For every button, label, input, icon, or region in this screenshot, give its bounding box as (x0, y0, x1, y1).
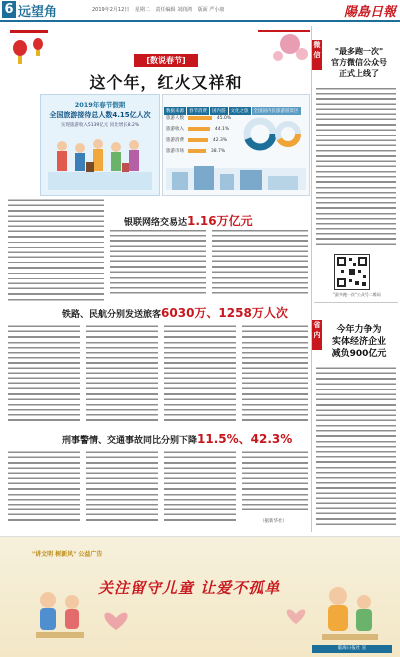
banner-slogan: 关注留守儿童 让爱不孤单 (98, 579, 281, 597)
body-text-column (164, 450, 236, 526)
body-text-column (110, 228, 206, 298)
title-line: 官方微信公众号 (331, 58, 387, 67)
banner-footer: 临海日报社 宣 (312, 645, 392, 653)
body-text-column (86, 450, 158, 526)
subhead-text: 银联网络交易达 (124, 218, 188, 228)
stat-value: 44.1% (214, 127, 230, 132)
byline: （据新华社） (260, 519, 287, 524)
subhead-text: 刑事警情、交通事故同比分别下降 (62, 436, 198, 446)
qr-caption: "最多跑一次"公众号二维码 (333, 292, 381, 297)
qr-code-icon (335, 255, 369, 289)
body-text-column (8, 198, 104, 304)
tag-province: 省内 (312, 320, 322, 350)
stat-bar (188, 149, 206, 153)
issue-date: 2019年2月12日 (92, 7, 130, 13)
tab-0: 数据来源 (166, 109, 184, 114)
stat-bar (188, 127, 210, 131)
stat-value: 45.0% (216, 116, 232, 121)
statistics-tabs (164, 97, 308, 114)
body-text-column (316, 86, 396, 250)
tag-wechat: 微信 (312, 40, 322, 70)
infographic-title-main: 全国旅游接待总人数4.15亿人次 (49, 111, 151, 119)
body-text-column (8, 450, 80, 526)
editor-credit: 责任编辑 刘润鸿 (155, 7, 193, 13)
story-wechat-title (322, 46, 396, 79)
body-text-column (242, 450, 308, 516)
lead-headline: 这个年，红火又祥和 (89, 73, 243, 92)
banner-series-label: "讲文明 树新风" 公益广告 (32, 551, 103, 558)
issue-weekday: 星期二 (134, 7, 150, 13)
title-line: 今年力争为 (336, 325, 382, 335)
stat-row (166, 126, 229, 132)
stat-value: 38.7% (210, 149, 226, 154)
subhead-figure: 11.5%、42.3% (197, 432, 293, 446)
designer-credit: 版面 严小康 (197, 7, 225, 13)
family-illustration-icon (318, 584, 382, 644)
subhead-unionpay (124, 212, 253, 229)
page-number: 6 (2, 1, 16, 18)
infographic-subtitle: 实现旅游收入5139亿元 同比增长8.2% (60, 123, 140, 128)
tab-3: 文化之旅 (230, 109, 249, 114)
flower-decoration-icon (258, 30, 310, 70)
building-illustration-icon (166, 162, 306, 190)
body-text-column (316, 366, 396, 530)
section-divider (314, 302, 398, 303)
qr-code (334, 254, 370, 290)
title-line: "最多跑一次" (334, 47, 384, 56)
tab-1: 春节消费 (189, 109, 207, 114)
body-text-column (212, 228, 308, 298)
title-line: 减负900亿元 (331, 349, 387, 359)
title-line: 正式上线了 (339, 69, 379, 78)
stat-bar (188, 138, 208, 142)
stat-label: 旅游市场 (166, 149, 184, 154)
lantern-decoration-icon (10, 30, 48, 70)
subhead-crime-traffic (62, 430, 292, 447)
lead-kicker: [数说春节] (134, 54, 198, 67)
heart-decoration-icon (96, 600, 316, 636)
children-illustration-icon (32, 588, 88, 642)
title-line: 实体经济企业 (331, 337, 386, 347)
stat-row (166, 137, 227, 143)
subhead-figure: 6030万、1258万人次 (161, 306, 288, 320)
story-burden-title (322, 324, 396, 360)
travelers-illustration-icon (48, 132, 152, 190)
newspaper-logo: 陽島日報 (343, 5, 396, 20)
body-text-column (242, 324, 308, 426)
tab-4: 全国国内民旅游游景区 (253, 109, 299, 114)
stat-value: 42.3% (212, 138, 228, 143)
stat-bar (188, 116, 212, 120)
stat-label: 旅游人数 (166, 116, 184, 121)
stat-row (166, 115, 231, 121)
subhead-figure: 1.16万亿元 (187, 214, 253, 228)
stat-label: 旅游消费 (166, 138, 184, 143)
stat-row (166, 148, 225, 154)
infographic-title-small: 2019年春节假期 (74, 101, 126, 109)
column-divider (311, 26, 312, 532)
subhead-text: 铁路、民航分别发送旅客 (62, 310, 162, 320)
body-text-column (86, 324, 158, 426)
body-text-column (8, 324, 80, 426)
donut-chart-icon (240, 112, 304, 160)
header-meta (92, 6, 228, 13)
subhead-rail-air (62, 304, 288, 321)
stat-label: 旅游收入 (166, 127, 184, 132)
tab-2: 国内游 (212, 109, 226, 114)
body-text-column (164, 324, 236, 426)
section-title: 远望角 (18, 5, 58, 20)
